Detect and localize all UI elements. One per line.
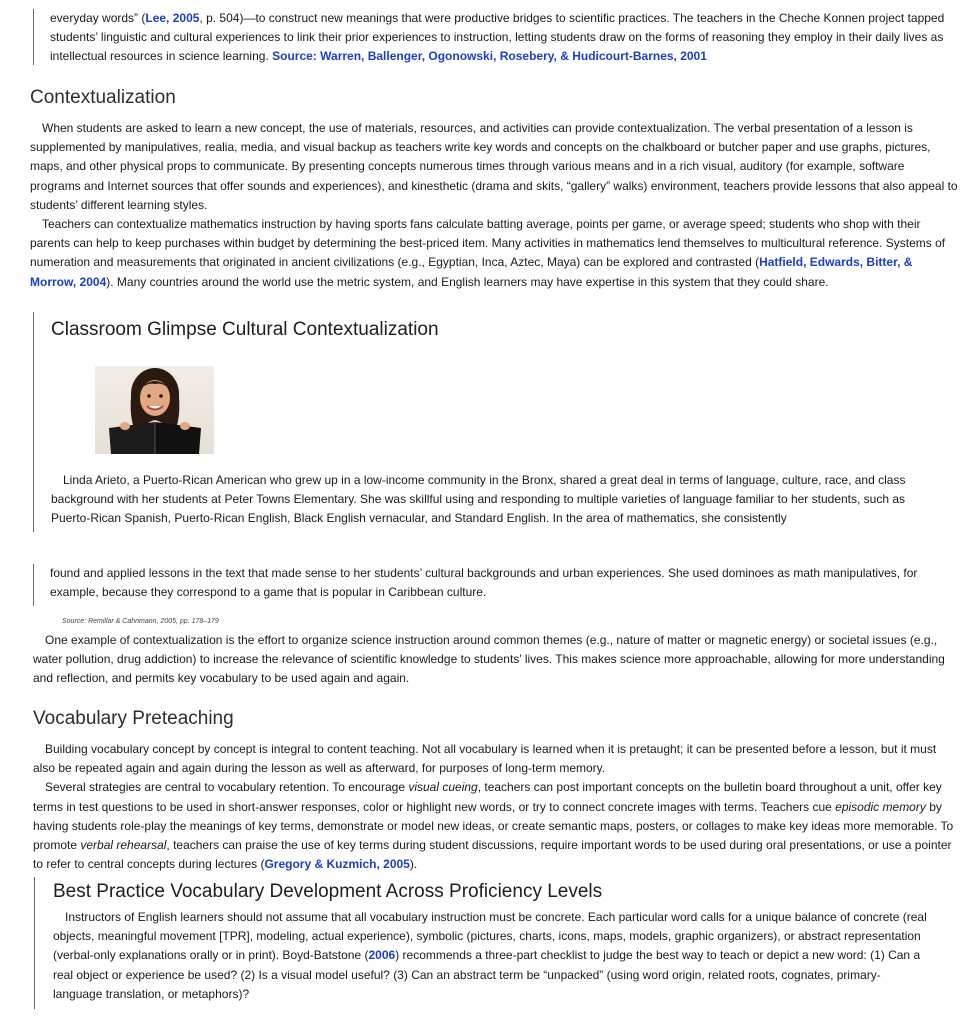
source-link-warren[interactable]: Source: Warren, Ballenger, Ogonowski, Rosebery, & Hudicourt-Barnes, 2001 [272,49,707,64]
classroom-glimpse-source: Source: Remillar & Cahnmann, 2005, pp. 178–179 [62,618,219,625]
best-practice-box [34,877,953,1009]
contextualization-paragraph-2: Teachers can contextualize mathematics instruction by having sports fans calculate batting average, points per game, or average speed; students who shop with their parents can help to keep purchases within budget by determining the best-priced item. Many activities in mathematics lend themselves to multicultural reference. Systems of numeration and measurements that originated in ancient civilizations (e.g., Egyptian, Inca, Aztec, Maya) can be explored and contrasted (Hatfield, Edwards, Bitter, & Morrow, 2004). Many countries around the world use the metric system, and English learners may have expertise in this system that they could share. [30,217,946,289]
citation-link-hatfield[interactable]: Hatfield, Edwards, Bitter, & Morrow, 2004 [30,255,913,289]
vocabulary-paragraph-2: Several strategies are central to vocabulary retention. To encourage visual cueing, teachers can post important concepts on the bulletin board throughout a unit, offer key terms in test questions to be used in short-answer responses, color or highlight new words, or try to connect concrete images with terms. Teachers cue episodic memory by having students role-play the meanings of key terms, demonstrate or model new ideas, or create semantic maps, posters, or collages to make key ideas more memorable. To promote verbal rehearsal, teachers can praise the use of key terms during student discussions, require important words to be used during oral presentations, or use a pointer to refer to central concepts during lectures (Gregory & Kuzmich, 2005). [33,780,954,872]
contextualization-paragraph-1: When students are asked to learn a new concept, the use of materials, resources, and activities can provide contextualization. The verbal presentation of a lesson is supplemented by manipulatives, realia, media, and visual backup as teachers write key words and concepts on the chalkboard or butcher paper and use graphs, pictures, maps, and other physical props to communicate. By presenting concepts numerous times through various means and in a rich visual, auditory (for example, software programs and Internet sources that offer sounds and experiences), and kinesthetic (drama and skits, “gallery” walks) environment, teachers provide lessons that also appeal to students’ different learning styles. [30,121,958,212]
science-contextualization-paragraph: One example of contextualization is the effort to organize science instruction around common themes (e.g., nature of matter or magnetic energy) or societal issues (e.g., water pollution, drug addiction) to increase the relevance of scientific knowledge to students’ lives. This makes science more approachable, allowing for more understanding and reflection, and permits key vocabulary to be used again and again. [33,633,945,686]
contextualization-body [30,119,958,292]
contextualization-heading: Contextualization [30,87,176,108]
girl-reading-illustration [95,366,214,454]
citation-link-lee[interactable]: Lee, 2005 [145,11,200,25]
vocabulary-preteaching-heading: Vocabulary Preteaching [33,708,234,729]
vocabulary-paragraph-1: Building vocabulary concept by concept is integral to content teaching. Not all vocabulary is learned when it is pretaught; it can be presented before a lesson, but it must also be repeated again and again during the lesson as well as afterward, for purposes of long-term memory. [33,742,937,776]
classroom-glimpse-heading: Classroom Glimpse Cultural Contextualization [51,319,439,340]
citation-link-gregory[interactable]: Gregory & Kuzmich, 2005 [264,857,410,872]
intro-paragraph: everyday words” (Lee, 2005, p. 504)—to construct new meanings that were productive bridges to scientific practices. The teachers in the Cheche Konnen project tapped students’ linguistic and cultural experiences to link their prior experiences to instruction, letting students draw on the forms of reasoning they employ in their daily lives as intellectual resources in science learning. Source: Warren, Ballenger, Ogonowski, Rosebery, & Hudicourt-Barnes, 2001 [50,11,945,64]
best-practice-paragraph: Instructors of English learners should not assume that all vocabulary instruction must be concrete. Each particular word calls for a unique balance of concrete (real objects, meaningful movement [TPR], modeling, actual experience), symbolic (pictures, charts, icons, maps, models, graphic organizers), or abstract representation (verbal-only explanations orally or in print). Boyd-Batstone (2006) recommends a three-part checklist to judge the best way to teach or depict a new word: (1) Can a real object or experience be used? (2) Is a visual model useful? (3) Can an abstract term be “unpacked” (using word origin, related roots, cognates, primary-language translation, or metaphors)? [53,910,927,1001]
intro-quote-block [33,9,945,65]
classroom-glimpse-text-1: Linda Arieto, a Puerto-Rican American who grew up in a low-income community in the Bronx, shared a great deal in terms of language, culture, race, and class background with her students at Peter Towns Elementary. She was skillful using and responding to multiple varieties of language familiar to her students, such as Puerto-Rican Spanish, Puerto-Rican English, Black English vernacular, and Standard English. In the area of mathematics, she consistently [51,473,906,526]
citation-link-boyd-batstone[interactable]: 2006 [368,948,396,963]
classroom-glimpse-box-continued [33,564,934,606]
girl-reading-photo [95,366,214,454]
best-practice-heading: Best Practice Vocabulary Development Across Proficiency Levels [53,881,603,902]
vocabulary-preteaching-body [33,740,955,874]
classroom-glimpse-text-2: found and applied lessons in the text that made sense to her students’ cultural backgrounds and urban experiences. She used dominoes as math manipulatives, for example, because they correspond to a game that is popular in Caribbean culture. [50,566,918,600]
